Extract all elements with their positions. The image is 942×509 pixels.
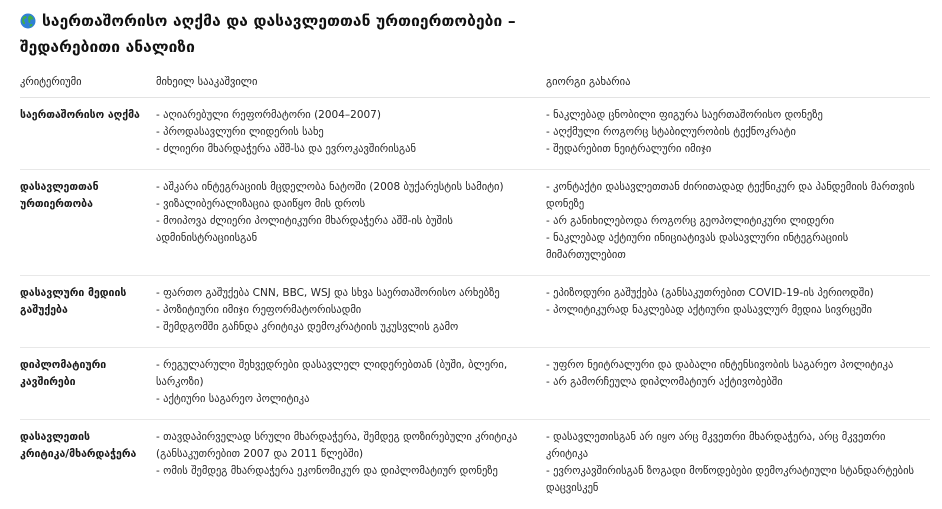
gakharia-cell [546,348,930,420]
globe-icon [20,13,36,29]
list-item: - ნაკლებად აქტიური ინიციატივას დასავლური ინტეგრაციის მიმართულებით [546,232,849,261]
bullet-list [546,357,922,391]
list-item: - ომის შემდეგ მხარდაჭერა ეკონომიკურ და დიპლომატიურ დონეზე [156,465,498,477]
list-item: - ნაკლებად ცნობილი ფიგურა საერთაშორისო დონეზე [546,109,823,121]
table-row [20,420,930,509]
list-item: - აღქმული როგორც სტაბილურობის ტექნოკრატი [546,126,796,138]
list-item: - ვიზალიბერალიზაცია დაიწყო მის დროს [156,198,366,210]
saakashvili-cell [156,170,546,276]
list-item: - კონტაქტი დასავლეთთან ძირითადად ტექნიკურ და პანდემიის მართვის დონეზე [546,181,915,210]
list-item: - დასავლეთისგან არ იყო არც მკვეთრი მხარდაჭერა, არც მკვეთრი კრიტიკა [546,431,886,460]
gakharia-cell [546,98,930,170]
list-item: - უფრო ნეიტრალური და დაბალი ინტენსივობის საგარეო პოლიტიკა [546,359,894,371]
list-item: - აშკარა ინტეგრაციის მცდელობა ნატოში (2008 ბუქარესტის სამიტი) [156,181,504,193]
list-item: - ძლიერი მხარდაჭერა აშშ-სა და ევროკავშირისგან [156,143,416,155]
saakashvili-cell [156,98,546,170]
table-row [20,348,930,420]
list-item: - არ განიხილებოდა როგორც გეოპოლიტიკური ლიდერი [546,215,835,227]
saakashvili-cell [156,276,546,348]
criterion-cell: დასავლური მედიის გაშუქება [20,276,156,348]
list-item: - ევროკავშირისგან ზოგადი მოწოდებები დემოკრატიული სტანდარტების დაცვისკენ [546,465,915,494]
bullet-list [156,107,538,158]
bullet-list [156,429,538,480]
gakharia-cell [546,276,930,348]
header-gakharia: გიორგი გახარია [546,68,930,98]
criterion-cell: დიპლომატიური კავშირები [20,348,156,420]
list-item: - აქტიური საგარეო პოლიტიკა [156,393,310,405]
list-item: - არ გამორჩეულა დიპლომატიურ აქტივობებში [546,376,783,388]
list-item: - ფართო გაშუქება CNN, BBC, WSJ და სხვა საერთაშორისო არხებზე [156,287,500,299]
saakashvili-cell [156,420,546,509]
list-item: - შედარებით ნეიტრალური იმიჯი [546,143,712,155]
bullet-list [546,429,922,497]
list-item: - პოლიტიკურად ნაკლებად აქტიური დასავლურ მედია სივრცეში [546,304,872,316]
list-item: - აღიარებული რეფორმატორი (2004–2007) [156,109,381,121]
title-line-1: საერთაშორისო აღქმა და დასავლეთთან ურთიერთობები – [42,12,516,30]
list-item: - პოზიტიური იმიჯი რეფორმატორისადმი [156,304,362,316]
header-saakashvili: მიხეილ სააკაშვილი [156,68,546,98]
bullet-list [156,285,538,336]
table-row [20,98,930,170]
bullet-list [546,285,922,319]
list-item: - თავდაპირველად სრული მხარდაჭერა, შემდეგ დოზირებული კრიტიკა (განსაკუთრებით 2007 და 2011 წლებში) [156,431,518,460]
bullet-list [156,357,538,408]
gakharia-cell [546,420,930,509]
list-item: - ეპიზოდური გაშუქება (განსაკუთრებით COVID-19-ის პერიოდში) [546,287,874,299]
list-item: - რეგულარული შეხვედრები დასავლელ ლიდერებთან (ბუში, ბლერი, სარკოზი) [156,359,508,388]
saakashvili-cell [156,348,546,420]
criterion-cell: დასავლეთთან ურთიერთობა [20,170,156,276]
bullet-list [156,179,538,247]
list-item: - პროდასავლური ლიდერის სახე [156,126,324,138]
criterion-cell: დასავლეთის კრიტიკა/მხარდაჭერა [20,431,137,460]
header-criterion: კრიტერიუმი [20,68,156,98]
list-item: - მოიპოვა ძლიერი პოლიტიკური მხარდაჭერა აშშ-ის ბუშის ადმინისტრაციისგან [156,215,453,244]
page-title [20,8,930,60]
bullet-list [546,107,922,158]
list-item: - შემდგომში გაჩნდა კრიტიკა დემოკრატიის უკუსვლის გამო [156,321,459,333]
criterion-cell: საერთაშორისო აღქმა [20,98,156,170]
bullet-list [546,179,922,264]
table-row [20,276,930,348]
table-row [20,170,930,276]
table-header-row [20,68,930,98]
gakharia-cell [546,170,930,276]
comparison-table [20,68,930,508]
title-line-2: შედარებითი ანალიზი [20,38,195,56]
